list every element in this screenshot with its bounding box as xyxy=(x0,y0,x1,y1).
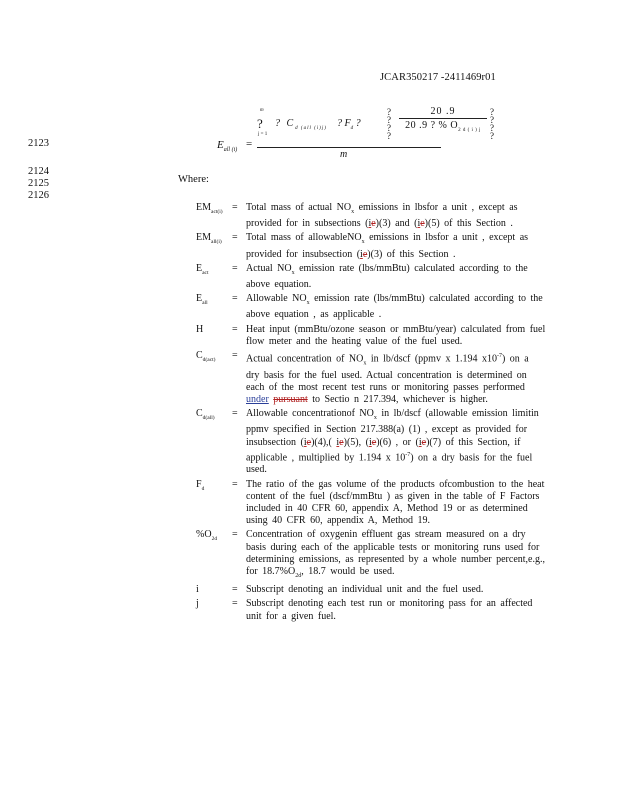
inner-numerator: 20 .9 xyxy=(430,106,456,117)
concentration-term: ? $C_{d (all (i)j)}$ xyxy=(275,118,327,131)
definition-term: $E_{act}$ xyxy=(196,262,209,276)
definition-text: Concentration of oxygenin effluent gas stream measured on a dry basis during each of the applicable tests or monitoring runs used for determining emissions, as represented by a whole number percent,e.g., for $18.7\%O_{2d}$, 18.7 would be used. xyxy=(246,529,545,579)
definition-row xyxy=(196,529,546,582)
definition-term: $EM_{act(i)}$ xyxy=(196,202,223,215)
definition-term: $C_{d(act)}$ xyxy=(196,350,216,364)
definition-term: $E_{all}$ xyxy=(196,293,208,307)
line-number: 2124 xyxy=(28,166,49,177)
definition-equals: = xyxy=(232,598,238,610)
sum-upper-limit: m xyxy=(260,108,264,113)
where-label: Where: xyxy=(178,174,209,185)
inner-denominator: 20 .9 ? % $O_{2 d ( i ) j}$ xyxy=(405,120,481,133)
line-numbers xyxy=(28,138,49,202)
definition-term: $C_{d(all)}$ xyxy=(196,408,215,422)
definition-row xyxy=(196,263,546,291)
sum-symbol: ? xyxy=(257,116,263,131)
definition-row xyxy=(196,324,546,348)
oxygen-correction-fraction xyxy=(397,106,489,133)
f-factor-term: ? $F_d$ ? xyxy=(337,118,361,131)
definition-text: Actual $NO_x$ emission rate (lbs/mmBtu) calculated according to the above equation. xyxy=(246,262,528,291)
line-number: 2126 xyxy=(28,190,49,201)
definition-equals: = xyxy=(232,584,238,596)
equals-sign: = xyxy=(246,138,253,150)
definition-term: i xyxy=(196,584,199,596)
definition-text: Allowable $NO_x$ emission rate (lbs/mmBtu) calculated according to the above equation , as applicable . xyxy=(246,293,543,321)
definition-text: Heat input (mmBtu/ozone season or mmBtu/year) calculated from fuel flow meter and the heating value of the fuel used. xyxy=(246,323,546,347)
definition-text: Total mass of allowableNO$_x$ emissions in lbsfor a unit , except as provided for insubsection (ie)(3) of this Section . xyxy=(246,232,529,260)
definition-equals: = xyxy=(232,323,238,335)
emission-equation xyxy=(200,100,494,162)
definition-equals: = xyxy=(232,232,238,244)
definition-equals: = xyxy=(232,262,238,274)
definition-term: $F_d$ xyxy=(196,478,205,492)
definition-row xyxy=(196,408,546,476)
definition-term: j xyxy=(196,598,199,610)
inner-fraction-bar xyxy=(399,118,487,119)
definition-equals: = xyxy=(232,202,238,213)
definition-text: Subscript denoting an individual unit and the fuel used. xyxy=(246,584,484,596)
definition-row xyxy=(196,293,546,321)
document-id: JCAR350217 -2411469r01 xyxy=(380,72,496,83)
definition-row xyxy=(196,584,546,596)
bracket-left-glyph: ? ? ? ? xyxy=(387,107,391,141)
definition-text: Allowable concentrationof $NO_x$ in lb/dscf (allowable emission limitin ppmv specified in Section 217.388(a) (1) , except as provided for insubsection (ie)(4),( ie)(5), (ie)(6) , or (ie)(7) of this Section, if applicable , multiplied by 1.194 x $10^{-7}$) on a dry basis for the fuel used. xyxy=(246,408,539,476)
definition-text: Actual concentration of $NO_x$ in lb/dscf (ppmv x 1.194 $x10^{-7}$) on a dry basis for the fuel used. Actual concentration is determined on each of the most recent test runs or monitoring passes performed under pursuant to Sectio n 217.394, whichever is higher. xyxy=(246,353,529,405)
bracket-right-glyph: ? ? ? ? xyxy=(490,107,494,141)
definition-text: Subscript denoting each test run or monitoring pass for an affected unit for a given fuel. xyxy=(246,598,533,622)
definition-row xyxy=(196,598,546,622)
definition-equals: = xyxy=(232,529,238,541)
main-fraction-bar xyxy=(257,147,441,148)
definitions-list xyxy=(196,202,546,625)
definition-term: H xyxy=(196,323,204,335)
definition-row xyxy=(196,232,546,260)
definition-equals: = xyxy=(232,350,238,362)
line-number: 2123 xyxy=(28,138,49,149)
definition-equals: = xyxy=(232,293,238,305)
sum-lower-limit: j = 1 xyxy=(258,132,268,137)
definition-row xyxy=(196,479,546,528)
definition-row xyxy=(196,350,546,406)
definition-text: Total mass of actual $NO_x$ emissions in lbsfor a unit , except as provided for in subsections (ie)(3) and (ie)(5) of this Section . xyxy=(246,202,518,230)
definition-term: $\%O_{2d}$ xyxy=(196,529,218,543)
definition-row xyxy=(196,202,546,230)
line-number: 2125 xyxy=(28,178,49,189)
definition-text: The ratio of the gas volume of the products ofcombustion to the heat content of the fuel (dscf/mmBtu ) as given in the table of F Factors included in 40 CFR 60, appendix A, Method 19 or as determined using 40 CFR 60, appendix A, Method 19. xyxy=(246,478,545,527)
equation-lhs: $E_{all (i)}$ xyxy=(217,139,238,154)
definition-term: $EM_{all(i)}$ xyxy=(196,232,222,246)
definition-equals: = xyxy=(232,478,238,490)
equation-denominator: m xyxy=(340,149,348,160)
equation-numerator xyxy=(257,106,494,144)
definition-equals: = xyxy=(232,408,238,420)
